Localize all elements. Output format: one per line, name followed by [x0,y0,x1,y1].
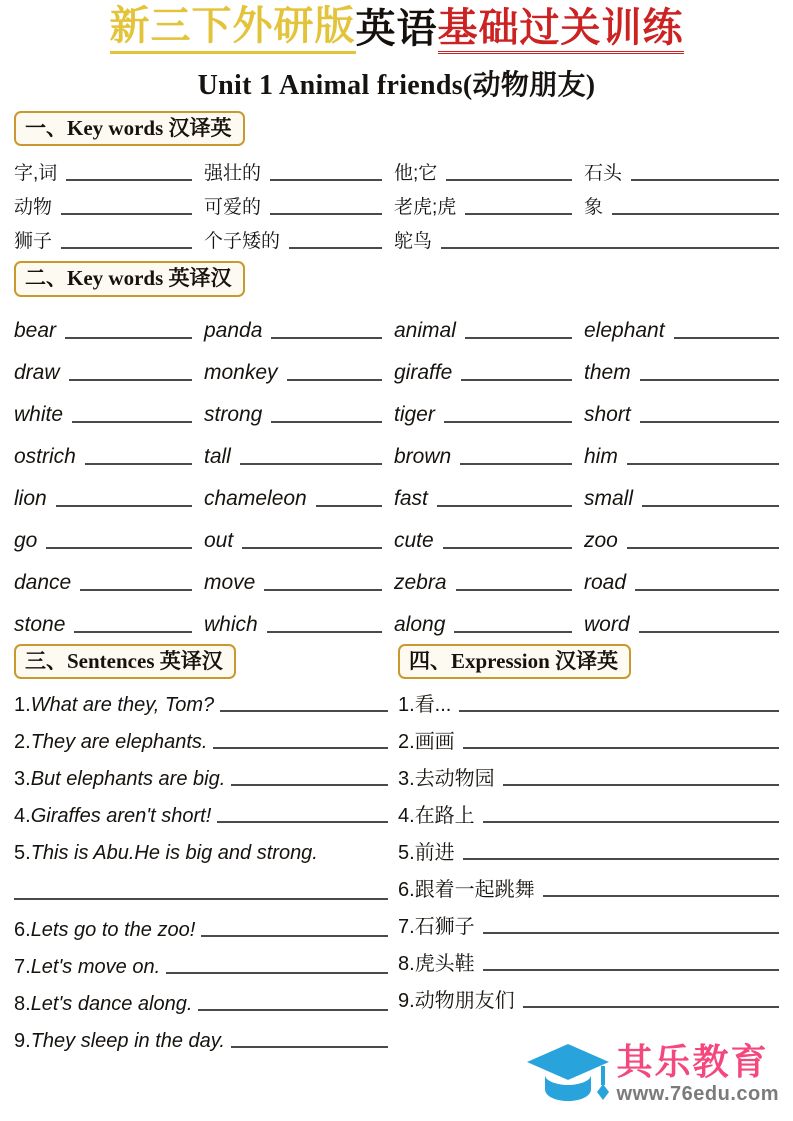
answer-blank[interactable] [240,463,382,465]
question-number: 7. [14,955,31,978]
answer-blank[interactable] [66,179,192,181]
word-entry [204,320,394,342]
section-four-list [398,679,779,1012]
word-prompt: elephant [584,319,665,343]
answer-blank[interactable] [231,784,388,786]
answer-blank[interactable] [612,213,779,215]
question-row [398,938,779,975]
question-row [14,827,388,864]
answer-blank[interactable] [271,421,382,423]
section-one-heading: 一、Key words 汉译英 [14,111,245,146]
word-prompt: short [584,403,631,427]
answer-blank[interactable] [289,247,382,249]
answer-blank[interactable] [463,747,779,749]
word-entry [14,572,204,594]
question-row-continued [14,864,388,904]
section-four [398,644,779,1052]
word-prompt: stone [14,613,66,637]
word-prompt: 动物 [14,197,53,219]
word-entry [394,614,584,636]
word-prompt: dance [14,571,72,595]
word-prompt: 个子矮的 [204,231,281,253]
word-entry [14,164,204,185]
word-entry [204,404,394,426]
sections-three-four [14,644,779,1052]
question-row [14,941,388,978]
question-row [398,827,779,864]
word-prompt: move [204,571,256,595]
word-row [14,469,779,511]
question-row [398,716,779,753]
answer-blank[interactable] [640,421,779,423]
word-prompt: cute [394,529,434,553]
answer-blank[interactable] [456,589,572,591]
page-title [14,0,779,54]
question-number: 8. [398,952,415,975]
question-prompt: 动物朋友们 [414,989,515,1012]
section-three-heading: 三、Sentences 英译汉 [14,644,236,679]
answer-blank[interactable] [483,821,779,823]
title-segment-gold: 新三下外研版 [110,6,356,54]
word-prompt: 他;它 [394,163,438,185]
word-row [14,219,779,253]
word-prompt: along [394,613,446,637]
answer-blank[interactable] [201,935,388,937]
question-row [14,978,388,1015]
answer-blank[interactable] [74,631,192,633]
word-prompt: animal [394,319,456,343]
word-row [14,511,779,553]
word-entry [14,614,204,636]
question-row [14,904,388,941]
word-prompt: white [14,403,64,427]
question-row [398,864,779,901]
word-prompt: fast [394,487,428,511]
answer-blank[interactable] [56,505,192,507]
answer-blank[interactable] [217,821,388,823]
question-number: 3. [14,767,31,790]
answer-blank[interactable] [483,969,779,971]
question-prompt: 石狮子 [414,915,475,938]
word-row [14,301,779,343]
word-prompt: road [584,571,627,595]
question-number: 2. [14,730,31,753]
question-number: 4. [14,804,31,827]
word-row [14,185,779,219]
word-prompt: zoo [584,529,618,553]
question-prompt: What are they, Tom? [30,693,215,716]
answer-blank[interactable] [459,710,779,712]
question-prompt: Let's dance along. [30,992,193,1015]
word-entry [584,446,779,468]
section-one [14,111,779,253]
answer-blank[interactable] [61,247,192,249]
word-entry [394,164,584,185]
question-prompt: Lets go to the zoo! [30,918,196,941]
question-prompt: This is Abu.He is big and strong. [30,841,318,864]
answer-blank[interactable] [454,631,572,633]
question-row [398,753,779,790]
word-prompt: ostrich [14,445,76,469]
word-row [14,151,779,185]
word-entry [584,614,779,636]
answer-blank[interactable] [198,1009,388,1011]
word-prompt: 可爱的 [204,197,262,219]
word-entry [584,320,779,342]
answer-blank[interactable] [69,379,192,381]
question-row [14,753,388,790]
word-entry [584,362,779,384]
answer-blank[interactable] [14,898,388,900]
answer-blank[interactable] [271,337,382,339]
answer-blank[interactable] [523,1006,779,1008]
word-row [14,385,779,427]
word-prompt: small [584,487,634,511]
logo-url-text: www.76edu.com [616,1083,779,1105]
section-three-list [14,679,388,1052]
answer-blank[interactable] [287,379,382,381]
word-prompt: monkey [204,361,278,385]
word-prompt: 老虎;虎 [394,197,457,219]
answer-blank[interactable] [463,858,779,860]
word-prompt: them [584,361,631,385]
section-two-heading: 二、Key words 英译汉 [14,261,245,296]
answer-blank[interactable] [46,547,192,549]
question-row [398,679,779,716]
page-subtitle: Unit 1 Animal friends(动物朋友) [197,70,596,101]
answer-blank[interactable] [642,505,779,507]
answer-blank[interactable] [635,589,779,591]
answer-blank[interactable] [316,505,382,507]
word-prompt: tiger [394,403,435,427]
word-prompt: 鸵鸟 [394,231,433,253]
word-entry [584,530,779,552]
word-entry [394,488,584,510]
question-row [14,679,388,716]
question-number: 5. [398,841,415,864]
word-entry [204,198,394,219]
section-four-heading: 四、Expression 汉译英 [398,644,631,679]
answer-blank[interactable] [465,337,572,339]
word-entry [584,164,779,185]
word-entry [204,530,394,552]
question-prompt: 看... [414,693,452,716]
word-entry [394,362,584,384]
word-entry [394,572,584,594]
answer-blank[interactable] [461,379,572,381]
question-row [14,1015,388,1052]
answer-blank[interactable] [543,895,779,897]
word-prompt: lion [14,487,47,511]
answer-blank[interactable] [640,379,779,381]
answer-blank[interactable] [460,463,572,465]
answer-blank[interactable] [270,179,382,181]
answer-blank[interactable] [270,213,382,215]
word-entry [584,198,779,219]
question-row [14,790,388,827]
answer-blank[interactable] [80,589,192,591]
word-prompt: tall [204,445,231,469]
word-prompt: 狮子 [14,231,53,253]
word-row [14,595,779,637]
title-segment-red: 基础过关训练 [438,8,684,54]
answer-blank[interactable] [267,631,382,633]
question-number: 7. [398,915,415,938]
question-number: 6. [398,878,415,901]
word-entry [14,530,204,552]
section-three [14,644,398,1052]
word-prompt: bear [14,319,57,343]
word-entry [14,198,204,219]
word-entry [204,232,394,253]
word-entry [14,232,204,253]
question-prompt: But elephants are big. [30,767,226,790]
logo-brand-text: 其乐教育 [616,1042,769,1083]
section-two [14,261,779,636]
word-prompt: word [584,613,630,637]
word-prompt: him [584,445,618,469]
word-prompt: giraffe [394,361,453,385]
question-prompt: 画画 [414,730,455,753]
word-row [14,553,779,595]
word-entry [394,530,584,552]
question-row [398,901,779,938]
question-number: 8. [14,992,31,1015]
site-logo [525,1040,779,1109]
answer-blank[interactable] [631,179,779,181]
answer-blank[interactable] [483,932,779,934]
answer-blank[interactable] [639,631,779,633]
word-entry [14,320,204,342]
word-prompt: go [14,529,38,553]
question-prompt: 去动物园 [414,767,495,790]
answer-blank[interactable] [61,213,192,215]
question-number: 1. [398,693,415,716]
word-prompt: 强壮的 [204,163,262,185]
word-prompt: chameleon [204,487,307,511]
word-entry [204,362,394,384]
answer-blank[interactable] [627,463,779,465]
word-entry [394,320,584,342]
answer-blank[interactable] [242,547,382,549]
word-prompt: panda [204,319,263,343]
word-entry [394,404,584,426]
question-prompt: 跟着一起跳舞 [414,878,535,901]
question-prompt: They are elephants. [30,730,208,753]
word-entry [584,404,779,426]
word-prompt: brown [394,445,452,469]
question-prompt: They sleep in the day. [30,1029,225,1052]
word-entry [394,198,584,219]
question-prompt: Giraffes aren't short! [30,804,212,827]
answer-blank[interactable] [446,179,572,181]
word-entry [204,614,394,636]
word-prompt: draw [14,361,60,385]
word-entry [204,164,394,185]
answer-blank[interactable] [72,421,192,423]
question-prompt: 在路上 [414,804,475,827]
answer-blank[interactable] [166,972,388,974]
question-number: 6. [14,918,31,941]
word-entry [204,446,394,468]
word-row [14,427,779,469]
word-entry [14,362,204,384]
word-entry [204,572,394,594]
question-prompt: Let's move on. [30,955,161,978]
word-entry [14,446,204,468]
answer-blank[interactable] [441,247,779,249]
answer-blank[interactable] [220,710,388,712]
question-row [398,790,779,827]
graduation-cap-icon [525,1040,611,1109]
word-prompt: 石头 [584,163,623,185]
answer-blank[interactable] [85,463,192,465]
word-entry [394,446,584,468]
word-entry [584,572,779,594]
answer-blank[interactable] [674,337,779,339]
word-prompt: strong [204,403,263,427]
question-number: 3. [398,767,415,790]
answer-blank[interactable] [627,547,779,549]
question-number: 5. [14,841,31,864]
question-number: 2. [398,730,415,753]
word-entry [394,232,779,253]
word-entry [14,488,204,510]
word-prompt: out [204,529,234,553]
question-number: 1. [14,693,31,716]
answer-blank[interactable] [443,547,572,549]
answer-blank[interactable] [65,337,192,339]
answer-blank[interactable] [444,421,572,423]
section-two-grid [14,301,779,637]
question-number: 9. [398,989,415,1012]
question-row [398,975,779,1012]
title-segment-black: 英语 [355,6,438,51]
question-number: 4. [398,804,415,827]
answer-blank[interactable] [213,747,388,749]
word-prompt: which [204,613,258,637]
word-prompt: 象 [584,197,604,219]
question-row [14,716,388,753]
answer-blank[interactable] [264,589,382,591]
word-row [14,343,779,385]
word-entry [14,404,204,426]
question-prompt: 前进 [414,841,455,864]
answer-blank[interactable] [503,784,779,786]
question-prompt: 虎头鞋 [414,952,475,975]
section-one-grid [14,151,779,253]
answer-blank[interactable] [437,505,572,507]
word-prompt: zebra [394,571,447,595]
word-entry [204,488,394,510]
answer-blank[interactable] [231,1046,388,1048]
word-entry [584,488,779,510]
question-number: 9. [14,1029,31,1052]
answer-blank[interactable] [465,213,572,215]
word-prompt: 字,词 [14,163,58,185]
